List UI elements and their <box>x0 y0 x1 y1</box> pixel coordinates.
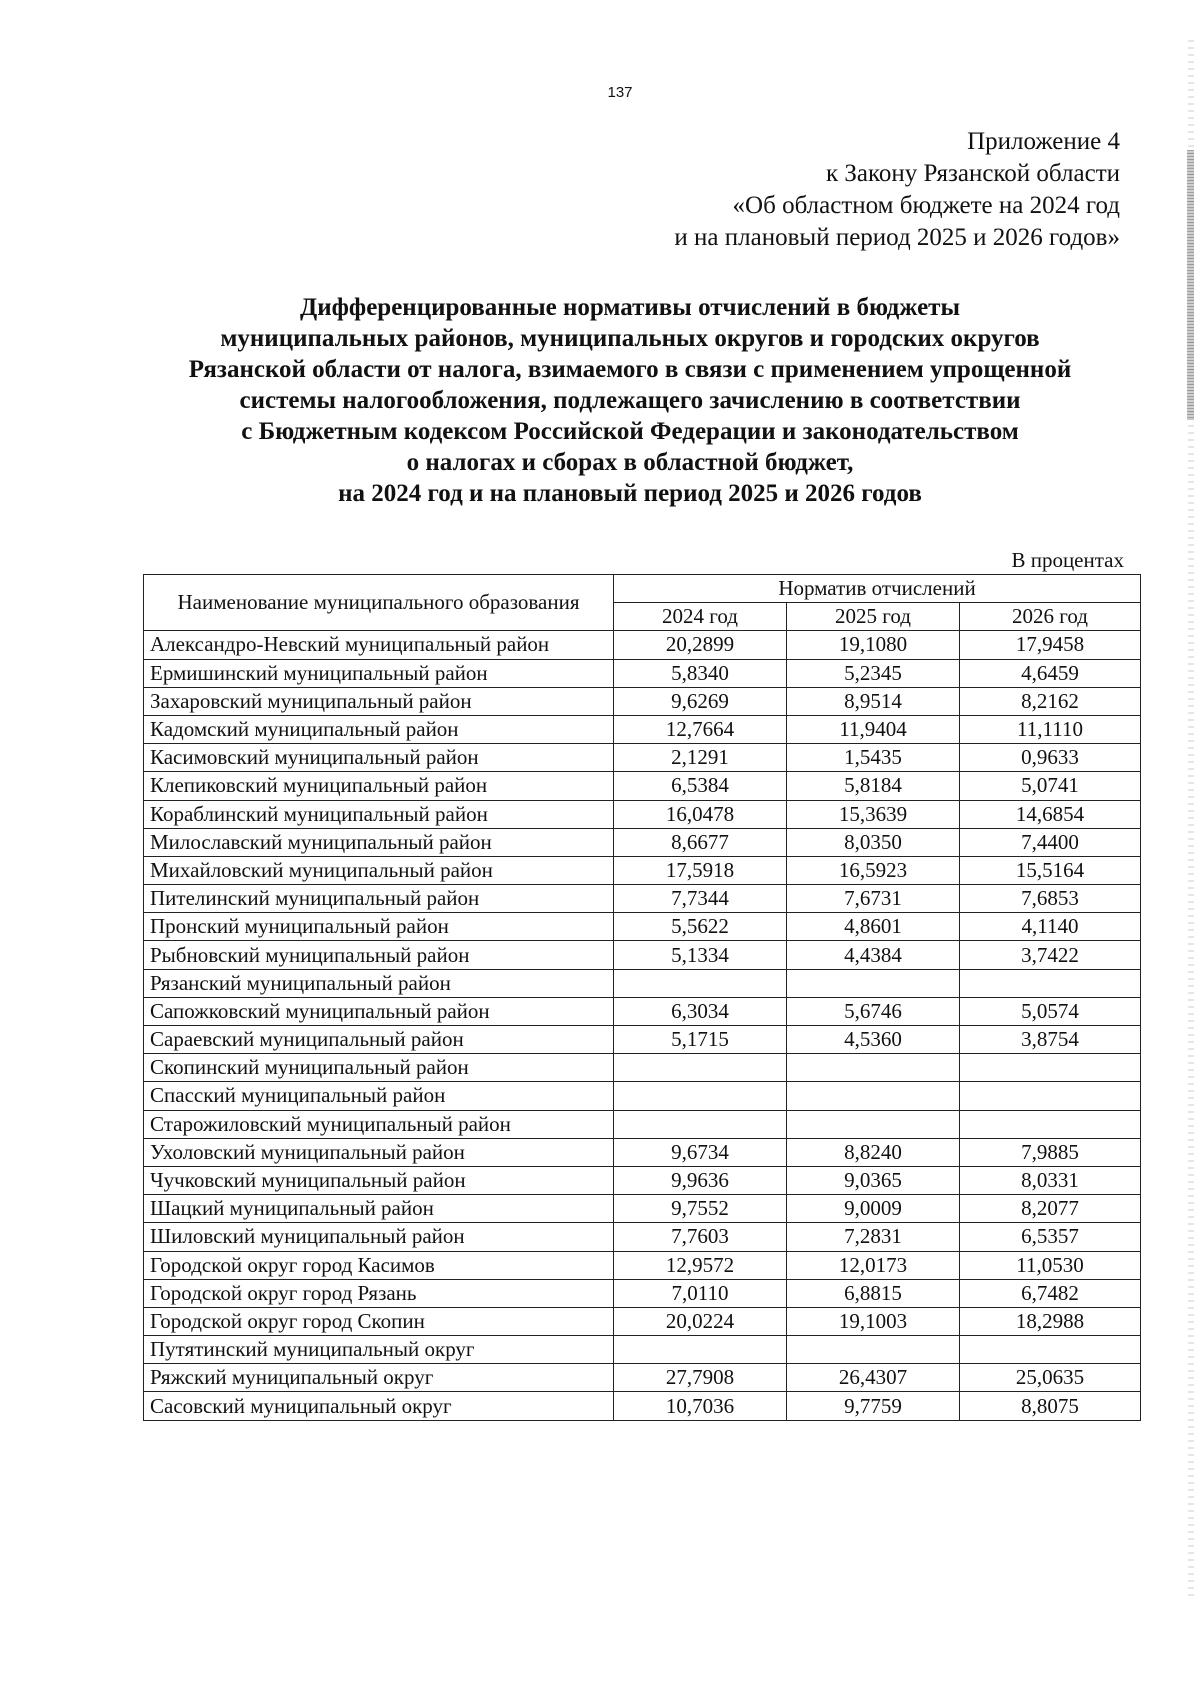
municipality-name: Рыбновский муниципальный район <box>144 941 614 969</box>
norm-value-2025: 8,0350 <box>787 828 960 856</box>
norm-value-2025 <box>787 1110 960 1138</box>
title-line: Дифференцированные нормативы отчислений в бюджеты <box>300 294 960 321</box>
header-municipality: Наименование муниципального образования <box>144 575 614 631</box>
title-line: системы налогообложения, подлежащего зачислению в соответствии <box>239 387 1021 414</box>
norm-value-2024: 6,3034 <box>614 997 787 1025</box>
table-row <box>144 1026 1141 1054</box>
table-row <box>144 772 1141 800</box>
norm-value-2026: 25,0635 <box>960 1364 1141 1392</box>
table-row <box>144 1392 1141 1420</box>
municipality-name: Александро-Невский муниципальный район <box>144 631 614 659</box>
norm-value-2024: 7,7344 <box>614 885 787 913</box>
annex-line: и на плановый период 2025 и 2026 годов» <box>674 224 1120 251</box>
norm-value-2025: 12,0173 <box>787 1251 960 1279</box>
annex-line: Приложение 4 <box>967 128 1120 155</box>
norm-value-2025: 6,8815 <box>787 1279 960 1307</box>
norm-value-2026: 5,0574 <box>960 997 1141 1025</box>
norm-value-2025: 8,8240 <box>787 1138 960 1166</box>
municipality-name: Ухоловский муниципальный район <box>144 1138 614 1166</box>
norm-value-2025: 9,0365 <box>787 1166 960 1194</box>
norm-value-2025: 5,8184 <box>787 772 960 800</box>
norm-value-2026 <box>960 1110 1141 1138</box>
header-year-2024: 2024 год <box>614 603 787 631</box>
norm-value-2024: 6,5384 <box>614 772 787 800</box>
municipality-name: Чучковский муниципальный район <box>144 1166 614 1194</box>
norm-value-2026: 4,1140 <box>960 913 1141 941</box>
norm-value-2026: 11,1110 <box>960 715 1141 743</box>
norm-value-2026: 14,6854 <box>960 800 1141 828</box>
norm-value-2026 <box>960 1336 1141 1364</box>
norm-value-2024: 5,5622 <box>614 913 787 941</box>
norm-value-2025: 15,3639 <box>787 800 960 828</box>
norm-value-2026 <box>960 1082 1141 1110</box>
norm-value-2025: 4,4384 <box>787 941 960 969</box>
municipality-name: Городской округ город Скопин <box>144 1307 614 1335</box>
municipality-name: Спасский муниципальный район <box>144 1082 614 1110</box>
table-row <box>144 1251 1141 1279</box>
table-row <box>144 1110 1141 1138</box>
norm-value-2024: 9,6269 <box>614 687 787 715</box>
norm-value-2025: 7,6731 <box>787 885 960 913</box>
norm-value-2026: 6,7482 <box>960 1279 1141 1307</box>
municipality-name: Старожиловский муниципальный район <box>144 1110 614 1138</box>
norm-value-2024 <box>614 969 787 997</box>
norm-value-2026: 7,4400 <box>960 828 1141 856</box>
table-row <box>144 828 1141 856</box>
municipality-name: Скопинский муниципальный район <box>144 1054 614 1082</box>
title-line: о налогах и сборах в областной бюджет, <box>406 449 854 476</box>
table-row <box>144 997 1141 1025</box>
norm-value-2026: 7,6853 <box>960 885 1141 913</box>
norm-value-2025: 5,6746 <box>787 997 960 1025</box>
units-label: В процентах <box>1011 548 1124 572</box>
norm-value-2026: 4,6459 <box>960 659 1141 687</box>
title-line: Рязанской области от налога, взимаемого в связи с применением упрощенной <box>188 356 1072 383</box>
municipality-name: Кораблинский муниципальный район <box>144 800 614 828</box>
municipality-name: Шиловский муниципальный район <box>144 1223 614 1251</box>
annex-line: к Закону Рязанской области <box>826 160 1120 187</box>
norm-value-2026: 8,2162 <box>960 687 1141 715</box>
norm-value-2026: 6,5357 <box>960 1223 1141 1251</box>
title-line: на 2024 год и на плановый период 2025 и 2026 годов <box>338 480 922 507</box>
table-row <box>144 715 1141 743</box>
norms-table <box>143 574 1141 1421</box>
municipality-name: Сасовский муниципальный округ <box>144 1392 614 1420</box>
norm-value-2024: 10,7036 <box>614 1392 787 1420</box>
norm-value-2026 <box>960 969 1141 997</box>
document-title <box>60 292 1200 509</box>
municipality-name: Касимовский муниципальный район <box>144 744 614 772</box>
table-row <box>144 1364 1141 1392</box>
title-line: с Бюджетным кодексом Российской Федерации и законодательством <box>241 418 1019 445</box>
norm-value-2025: 19,1080 <box>787 631 960 659</box>
norm-value-2024 <box>614 1336 787 1364</box>
norm-value-2026: 3,8754 <box>960 1026 1141 1054</box>
table-row <box>144 885 1141 913</box>
table-row <box>144 687 1141 715</box>
municipality-name: Кадомский муниципальный район <box>144 715 614 743</box>
norm-value-2026: 15,5164 <box>960 856 1141 884</box>
norm-value-2026: 8,8075 <box>960 1392 1141 1420</box>
municipality-name: Ермишинский муниципальный район <box>144 659 614 687</box>
norm-value-2024: 20,2899 <box>614 631 787 659</box>
municipality-name: Сараевский муниципальный район <box>144 1026 614 1054</box>
norm-value-2024: 20,0224 <box>614 1307 787 1335</box>
annex-line: «Об областном бюджете на 2024 год <box>732 192 1120 219</box>
table-row <box>144 744 1141 772</box>
norm-value-2026: 17,9458 <box>960 631 1141 659</box>
norm-value-2026: 11,0530 <box>960 1251 1141 1279</box>
norm-value-2025: 16,5923 <box>787 856 960 884</box>
norm-value-2025 <box>787 969 960 997</box>
table-row <box>144 659 1141 687</box>
norm-value-2024 <box>614 1082 787 1110</box>
norm-value-2024: 12,7664 <box>614 715 787 743</box>
municipality-name: Захаровский муниципальный район <box>144 687 614 715</box>
norm-value-2026: 5,0741 <box>960 772 1141 800</box>
table-row <box>144 1223 1141 1251</box>
norm-value-2025: 9,7759 <box>787 1392 960 1420</box>
table-row <box>144 1138 1141 1166</box>
municipality-name: Михайловский муниципальный район <box>144 856 614 884</box>
norm-value-2025: 1,5435 <box>787 744 960 772</box>
municipality-name: Шацкий муниципальный район <box>144 1195 614 1223</box>
page-number: 137 <box>607 84 633 101</box>
norm-value-2024: 5,1715 <box>614 1026 787 1054</box>
norm-value-2025: 8,9514 <box>787 687 960 715</box>
norm-value-2025 <box>787 1082 960 1110</box>
title-line: муниципальных районов, муниципальных округов и городских округов <box>220 325 1040 352</box>
table-row <box>144 1054 1141 1082</box>
municipality-name: Городской округ город Рязань <box>144 1279 614 1307</box>
norm-value-2025 <box>787 1336 960 1364</box>
norm-value-2024: 8,6677 <box>614 828 787 856</box>
norm-value-2026: 7,9885 <box>960 1138 1141 1166</box>
norm-value-2026: 0,9633 <box>960 744 1141 772</box>
norm-value-2024: 2,1291 <box>614 744 787 772</box>
norm-value-2025: 9,0009 <box>787 1195 960 1223</box>
municipality-name: Путятинский муниципальный округ <box>144 1336 614 1364</box>
table-row <box>144 800 1141 828</box>
table-row <box>144 1336 1141 1364</box>
norm-value-2026 <box>960 1054 1141 1082</box>
header-norm-group: Норматив отчислений <box>614 575 1141 603</box>
norm-value-2024: 27,7908 <box>614 1364 787 1392</box>
norm-value-2026: 3,7422 <box>960 941 1141 969</box>
norm-value-2024: 17,5918 <box>614 856 787 884</box>
norm-value-2024: 9,7552 <box>614 1195 787 1223</box>
table-row <box>144 1279 1141 1307</box>
norm-value-2026: 8,0331 <box>960 1166 1141 1194</box>
municipality-name: Милославский муниципальный район <box>144 828 614 856</box>
norm-value-2025: 11,9404 <box>787 715 960 743</box>
municipality-name: Ряжский муниципальный округ <box>144 1364 614 1392</box>
norm-value-2024: 7,0110 <box>614 1279 787 1307</box>
norm-value-2024: 9,6734 <box>614 1138 787 1166</box>
table-row <box>144 631 1141 659</box>
norm-value-2024: 5,8340 <box>614 659 787 687</box>
table-row <box>144 1195 1141 1223</box>
annex-heading <box>420 126 1120 254</box>
norm-value-2024: 5,1334 <box>614 941 787 969</box>
table-row <box>144 969 1141 997</box>
municipality-name: Клепиковский муниципальный район <box>144 772 614 800</box>
table-row <box>144 941 1141 969</box>
header-year-2026: 2026 год <box>960 603 1141 631</box>
norm-value-2024: 12,9572 <box>614 1251 787 1279</box>
norm-value-2025: 5,2345 <box>787 659 960 687</box>
table-row <box>144 913 1141 941</box>
table-body <box>144 631 1141 1420</box>
norm-value-2024: 16,0478 <box>614 800 787 828</box>
norm-value-2026: 8,2077 <box>960 1195 1141 1223</box>
table-row <box>144 856 1141 884</box>
table-row <box>144 1166 1141 1194</box>
table-row <box>144 1082 1141 1110</box>
municipality-name: Рязанский муниципальный район <box>144 969 614 997</box>
norm-value-2025: 7,2831 <box>787 1223 960 1251</box>
norm-value-2025: 19,1003 <box>787 1307 960 1335</box>
municipality-name: Пронский муниципальный район <box>144 913 614 941</box>
norm-value-2025 <box>787 1054 960 1082</box>
header-year-2025: 2025 год <box>787 603 960 631</box>
norm-value-2025: 26,4307 <box>787 1364 960 1392</box>
municipality-name: Сапожковский муниципальный район <box>144 997 614 1025</box>
table-row <box>144 1307 1141 1335</box>
norm-value-2026: 18,2988 <box>960 1307 1141 1335</box>
norm-value-2024 <box>614 1110 787 1138</box>
municipality-name: Городской округ город Касимов <box>144 1251 614 1279</box>
norm-value-2024: 9,9636 <box>614 1166 787 1194</box>
norm-value-2025: 4,5360 <box>787 1026 960 1054</box>
municipality-name: Пителинский муниципальный район <box>144 885 614 913</box>
norm-value-2024 <box>614 1054 787 1082</box>
norm-value-2025: 4,8601 <box>787 913 960 941</box>
norm-value-2024: 7,7603 <box>614 1223 787 1251</box>
